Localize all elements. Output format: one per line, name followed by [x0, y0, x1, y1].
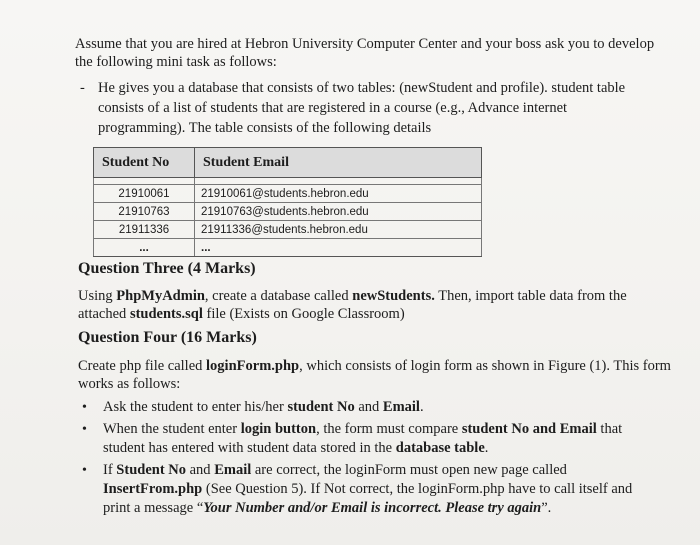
text-run: Ask the student to enter his/her [103, 399, 288, 415]
cell-student-no: 21911336 [94, 221, 195, 239]
intro-paragraph: Assume that you are hired at Hebron University Computer Center and your boss ask you to develop the following mini task as follows: [75, 36, 655, 70]
text-run: , the form must compare [316, 421, 462, 437]
cell-ellipsis: ... [94, 239, 195, 257]
table-row [94, 221, 482, 239]
task-list [78, 398, 638, 521]
bold-run: Email [382, 399, 420, 415]
text-run: , create a database called [204, 288, 353, 304]
text-run: and [186, 462, 215, 478]
header-student-no: Student No [94, 148, 195, 178]
bold-run: login button [240, 421, 317, 437]
cell-student-no: 21910061 [94, 185, 195, 203]
bold-run: students.sql [129, 306, 203, 322]
bold-run: student No [287, 399, 355, 415]
cell-student-email: 21910061@students.hebron.edu [195, 185, 482, 203]
text-run: (See Question 5). If Not correct, the loginForm.php have to call itself and print a message “ [103, 481, 633, 516]
text-run: Using [78, 288, 117, 304]
bold-run: Email [214, 462, 252, 478]
text-run: . [484, 440, 489, 456]
question-four-body [78, 357, 678, 393]
table-header-row [94, 148, 482, 178]
question-three-body [78, 287, 678, 323]
bold-run: Student No [116, 462, 186, 478]
text-run: Create php file called [78, 358, 207, 374]
text-run: When the student enter [103, 421, 241, 437]
text-run: ”. [541, 500, 552, 516]
table-spacer-row [94, 178, 482, 185]
text-run: , which consists of login form as shown in Figure (1). This form works as follows: [78, 358, 671, 392]
list-item [78, 398, 638, 417]
bold-run: InsertFrom.php [103, 481, 203, 497]
bold-run: student No and Email [461, 421, 597, 437]
cell-ellipsis: ... [195, 239, 482, 257]
bullet-icon: • [82, 463, 87, 478]
table-row [94, 185, 482, 203]
text-run: that student has entered with student data stored in the [103, 421, 623, 456]
table-ellipsis-row [94, 239, 482, 257]
bold-run: newStudents. [352, 288, 435, 304]
students-table [93, 147, 482, 257]
bold-run: PhpMyAdmin [116, 288, 205, 304]
description-paragraph: He gives you a database that consists of two tables: (newStudent and profile). student table consists of a list of students that are registered in a course (e.g., Advance internet programming). The table consists of the following details [98, 80, 626, 136]
bold-run: loginForm.php [206, 358, 300, 374]
text-run: file (Exists on Google Classroom) [202, 306, 405, 322]
cell-student-email: 21911336@students.hebron.edu [195, 221, 482, 239]
text-run: . [419, 399, 424, 415]
table-row [94, 203, 482, 221]
bullet-icon: • [82, 400, 87, 415]
bullet-icon: • [82, 422, 87, 437]
header-student-email: Student Email [195, 148, 482, 178]
question-four-title: Question Four (16 Marks) [78, 329, 257, 346]
text-run: Then, import table data from the attached [78, 288, 627, 322]
text-run: and [354, 399, 383, 415]
dash-bullet: - [80, 80, 85, 96]
bold-run: database table [395, 440, 485, 456]
cell-student-no: 21910763 [94, 203, 195, 221]
cell-student-email: 21910763@students.hebron.edu [195, 203, 482, 221]
question-three-title: Question Three (4 Marks) [78, 260, 256, 277]
text-run: are correct, the loginForm must open new page called [251, 462, 567, 478]
list-item [78, 461, 638, 518]
list-item [78, 420, 638, 458]
bold-italic-run: Your Number and/or Email is incorrect. Please try again [203, 500, 542, 516]
text-run: If [103, 462, 117, 478]
